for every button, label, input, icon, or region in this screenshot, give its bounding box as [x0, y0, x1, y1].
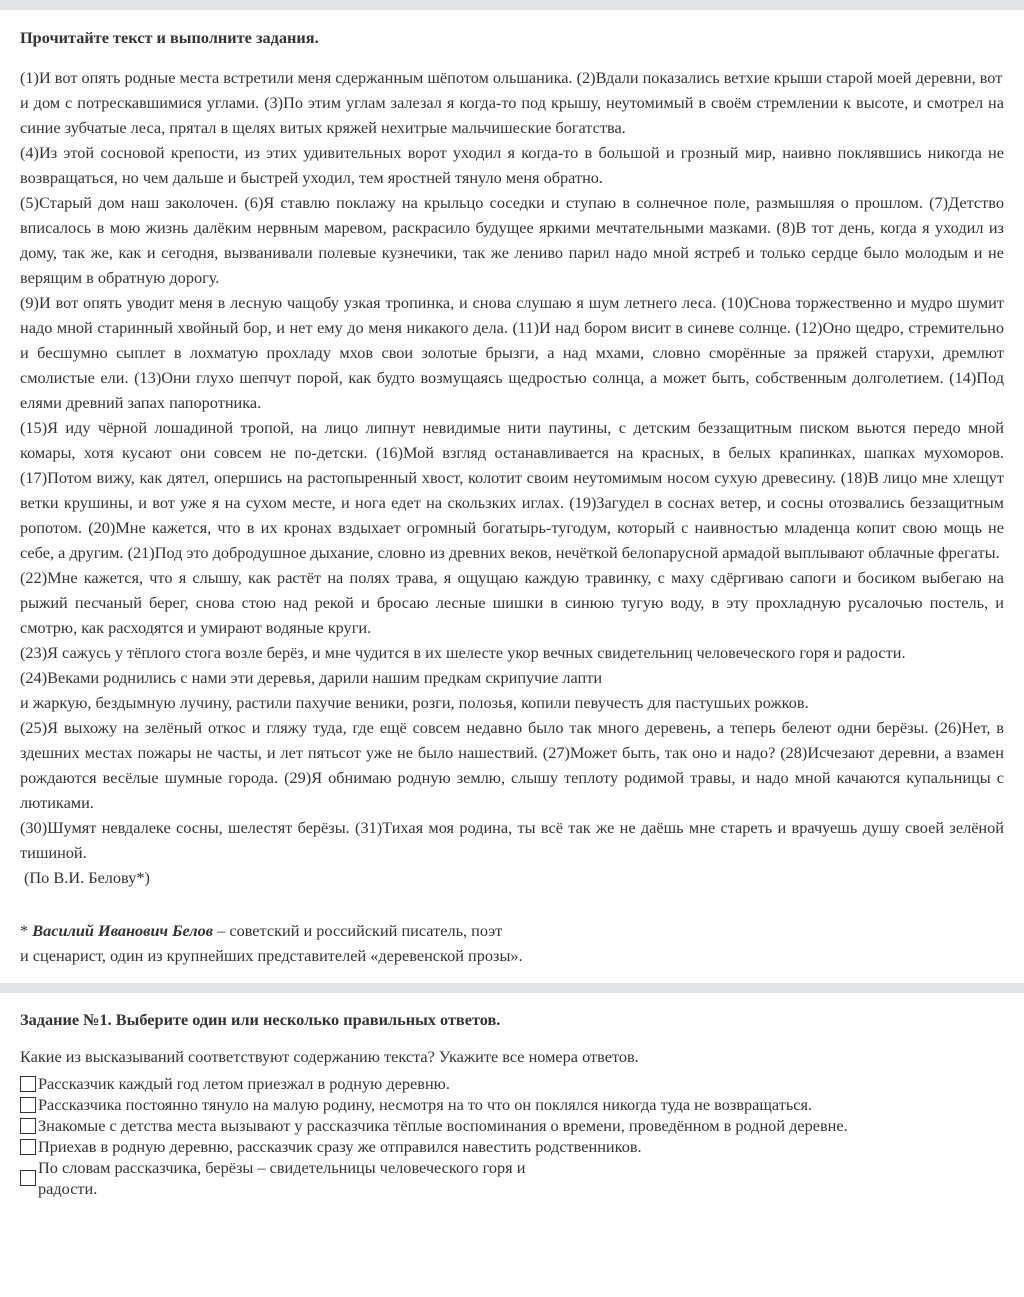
intro-heading: Прочитайте текст и выполните задания. — [20, 28, 319, 47]
text-paragraph: и дом с потрескавшимися углами. (3)По этим углам залезал я когда-то под крышу, неутомимый в своём стремлении к высоте, и смотрел на синие зубчатые леса, прятал в щелях витых кряжей нехитрые мальчишеские богатства. — [20, 93, 1004, 137]
task-heading: Задание №1. Выберите один или несколько правильных ответов. — [20, 1010, 501, 1029]
answer-option[interactable] — [20, 1115, 1004, 1136]
text-paragraph: (9)И вот опять уводит меня в лесную чащобу узкая тропинка, и снова слушаю я шум летнего леса. (10)Снова торжественно и мудро шумит надо мной старинный хвойный бор, и нет ему до меня никакого дела. (11)И над бором висит в синеве солнце. (12)Оно щедро, стремительно и бесшумно сыплет в лохматую прохладу мхов свои золотые брызги, а над мхами, словно сморённые за пряжей старухи, дремлют смолистые ели. (13)Они глухо шепчут порой, как будто возмущаясь щедростью солнца, а может быть, собственным долголетием. (14)Под елями древний запах папоротника. — [20, 293, 1004, 412]
text-paragraph: (24)Веками роднились с нами эти деревья, дарили нашим предкам скрипучие лапти — [20, 668, 603, 687]
top-separator — [0, 0, 1024, 10]
text-paragraph: и жаркую, бездымную лучину, растили пахучие веники, розги, полозья, копили певучесть для пастушьих рожков. — [20, 693, 809, 712]
answer-checkbox[interactable] — [20, 1097, 36, 1113]
text-paragraph: (22)Мне кажется, что я слышу, как растёт на полях трава, я ощущаю каждую травинку, с маху сдёргиваю сапоги и босиком выбегаю на рыжий песчаный берег, снова стою над рекой и бросаю лесные шишки в синюю тугую воду, в эту прохладную русалочью постель, и смотрю, как расходятся и умирают водяные круги. — [20, 568, 1004, 637]
answer-checkbox[interactable] — [20, 1118, 36, 1134]
reading-section — [0, 10, 1024, 968]
reading-text — [20, 65, 1004, 890]
footnote-line2: и сценарист, один из крупнейших представителей «деревенской прозы». — [20, 946, 523, 965]
answer-checkbox[interactable] — [20, 1139, 36, 1155]
text-source: (По В.И. Белову*) — [24, 868, 150, 887]
footnote-author: Василий Иванович Белов — [32, 921, 214, 940]
text-paragraph: (4)Из этой сосновой крепости, из этих удивительных ворот уходил я когда-то в большой и грозный мир, наивно поклявшись никогда не возвращаться, но чем дальше и быстрей уходил, тем яростней тянуло меня обратно. — [20, 143, 1004, 187]
footnote-star: * — [20, 921, 33, 940]
footnote-line1: – советский и российский писатель, поэт — [213, 921, 503, 940]
answer-option[interactable] — [20, 1073, 1004, 1094]
answer-label: По словам рассказчика, берёзы – свидетельницы человеческого горя и радости. — [38, 1158, 526, 1198]
text-paragraph: (15)Я иду чёрной лошадиной тропой, на лицо липнут невидимые нити паутины, с детским беззащитным писком вьются передо мной комары, хотя кусают они совсем не по-детски. (16)Мой взгляд останавливается на красных, в белых крапинках, шапках мухоморов. (17)Потом вижу, как дятел, опершись на растопыренный хвост, колотит своим неутомимым носом сухую древесину. (18)В лицо мне хлещут ветки крушины, и вот уже я на сухом месте, и нога едет на скользких иглах. (19)Загудел в соснах ветер, и сосны отозвались беззащитным ропотом. (20)Мне кажется, что в их кронах вздыхает огромный богатырь-тугодум, который с наивностью младенца копит свою мощь не себе, а другим. (21)Под это добродушное дыхание, словно из древних веков, нечёткой белопарусной армадой выплывают облачные фрегаты. — [20, 418, 1004, 562]
author-footnote — [20, 918, 1004, 968]
section-separator — [0, 983, 1024, 993]
answer-option[interactable] — [20, 1157, 1004, 1199]
answer-label: Рассказчик каждый год летом приезжал в родную деревню. — [38, 1074, 450, 1093]
task-1 — [0, 993, 1024, 1199]
text-paragraph: (5)Старый дом наш заколочен. (6)Я ставлю поклажу на крыльцо соседки и ступаю в солнечное поле, размышляя о прошлом. (7)Детство вписалось в мою жизнь далёким нервным маревом, раскрасило будущее яркими мечтательными мазками. (8)В тот день, когда я уходил из дому, так же, как и сегодня, вызванивали полевые кузнечики, так же лениво парил надо мной ястреб и только сердце было молодым и не верящим в обратную дорогу. — [20, 193, 1004, 287]
answer-checkbox[interactable] — [20, 1170, 36, 1186]
answer-label: Рассказчика постоянно тянуло на малую родину, несмотря на то что он поклялся никогда туда не возвращаться. — [38, 1095, 813, 1114]
text-paragraph: (30)Шумят невдалеке сосны, шелестят берёзы. (31)Тихая моя родина, ты всё так же не даёшь мне стареть и врачуешь душу своей зелёной тишиной. — [20, 818, 1004, 862]
text-paragraph: (23)Я сажусь у тёплого стога возле берёз, и мне чудится в их шелесте укор вечных свидетельниц человеческого горя и радости. — [20, 643, 906, 662]
text-paragraph: (1)И вот опять родные места встретили меня сдержанным шёпотом ольшаника. (2)Вдали показались ветхие крыши старой моей деревни, вот — [20, 68, 1003, 87]
answer-option[interactable] — [20, 1094, 1004, 1115]
answer-option[interactable] — [20, 1136, 1004, 1157]
answer-label: Приехав в родную деревню, рассказчик сразу же отправился навестить родственников. — [38, 1137, 642, 1156]
text-paragraph: (25)Я выхожу на зелёный откос и гляжу туда, где ещё совсем недавно было так много деревень, а теперь белеют одни берёзы. (26)Нет, в здешних местах пожары не часты, и лет пятьсот уже не было нашествий. (27)Может быть, так оно и надо? (28)Исчезают деревни, а взамен рождаются весёлые шумные города. (29)Я обнимаю родную землю, слышу теплоту родимой травы, и надо мной качаются купальницы с лютиками. — [20, 718, 1004, 812]
task-question: Какие из высказываний соответствуют содержанию текста? Укажите все номера ответов. — [20, 1047, 639, 1066]
answer-options — [20, 1073, 1004, 1199]
answer-label: Знакомые с детства места вызывают у рассказчика тёплые воспоминания о времени, проведённом в родной деревне. — [38, 1116, 848, 1135]
answer-checkbox[interactable] — [20, 1076, 36, 1092]
